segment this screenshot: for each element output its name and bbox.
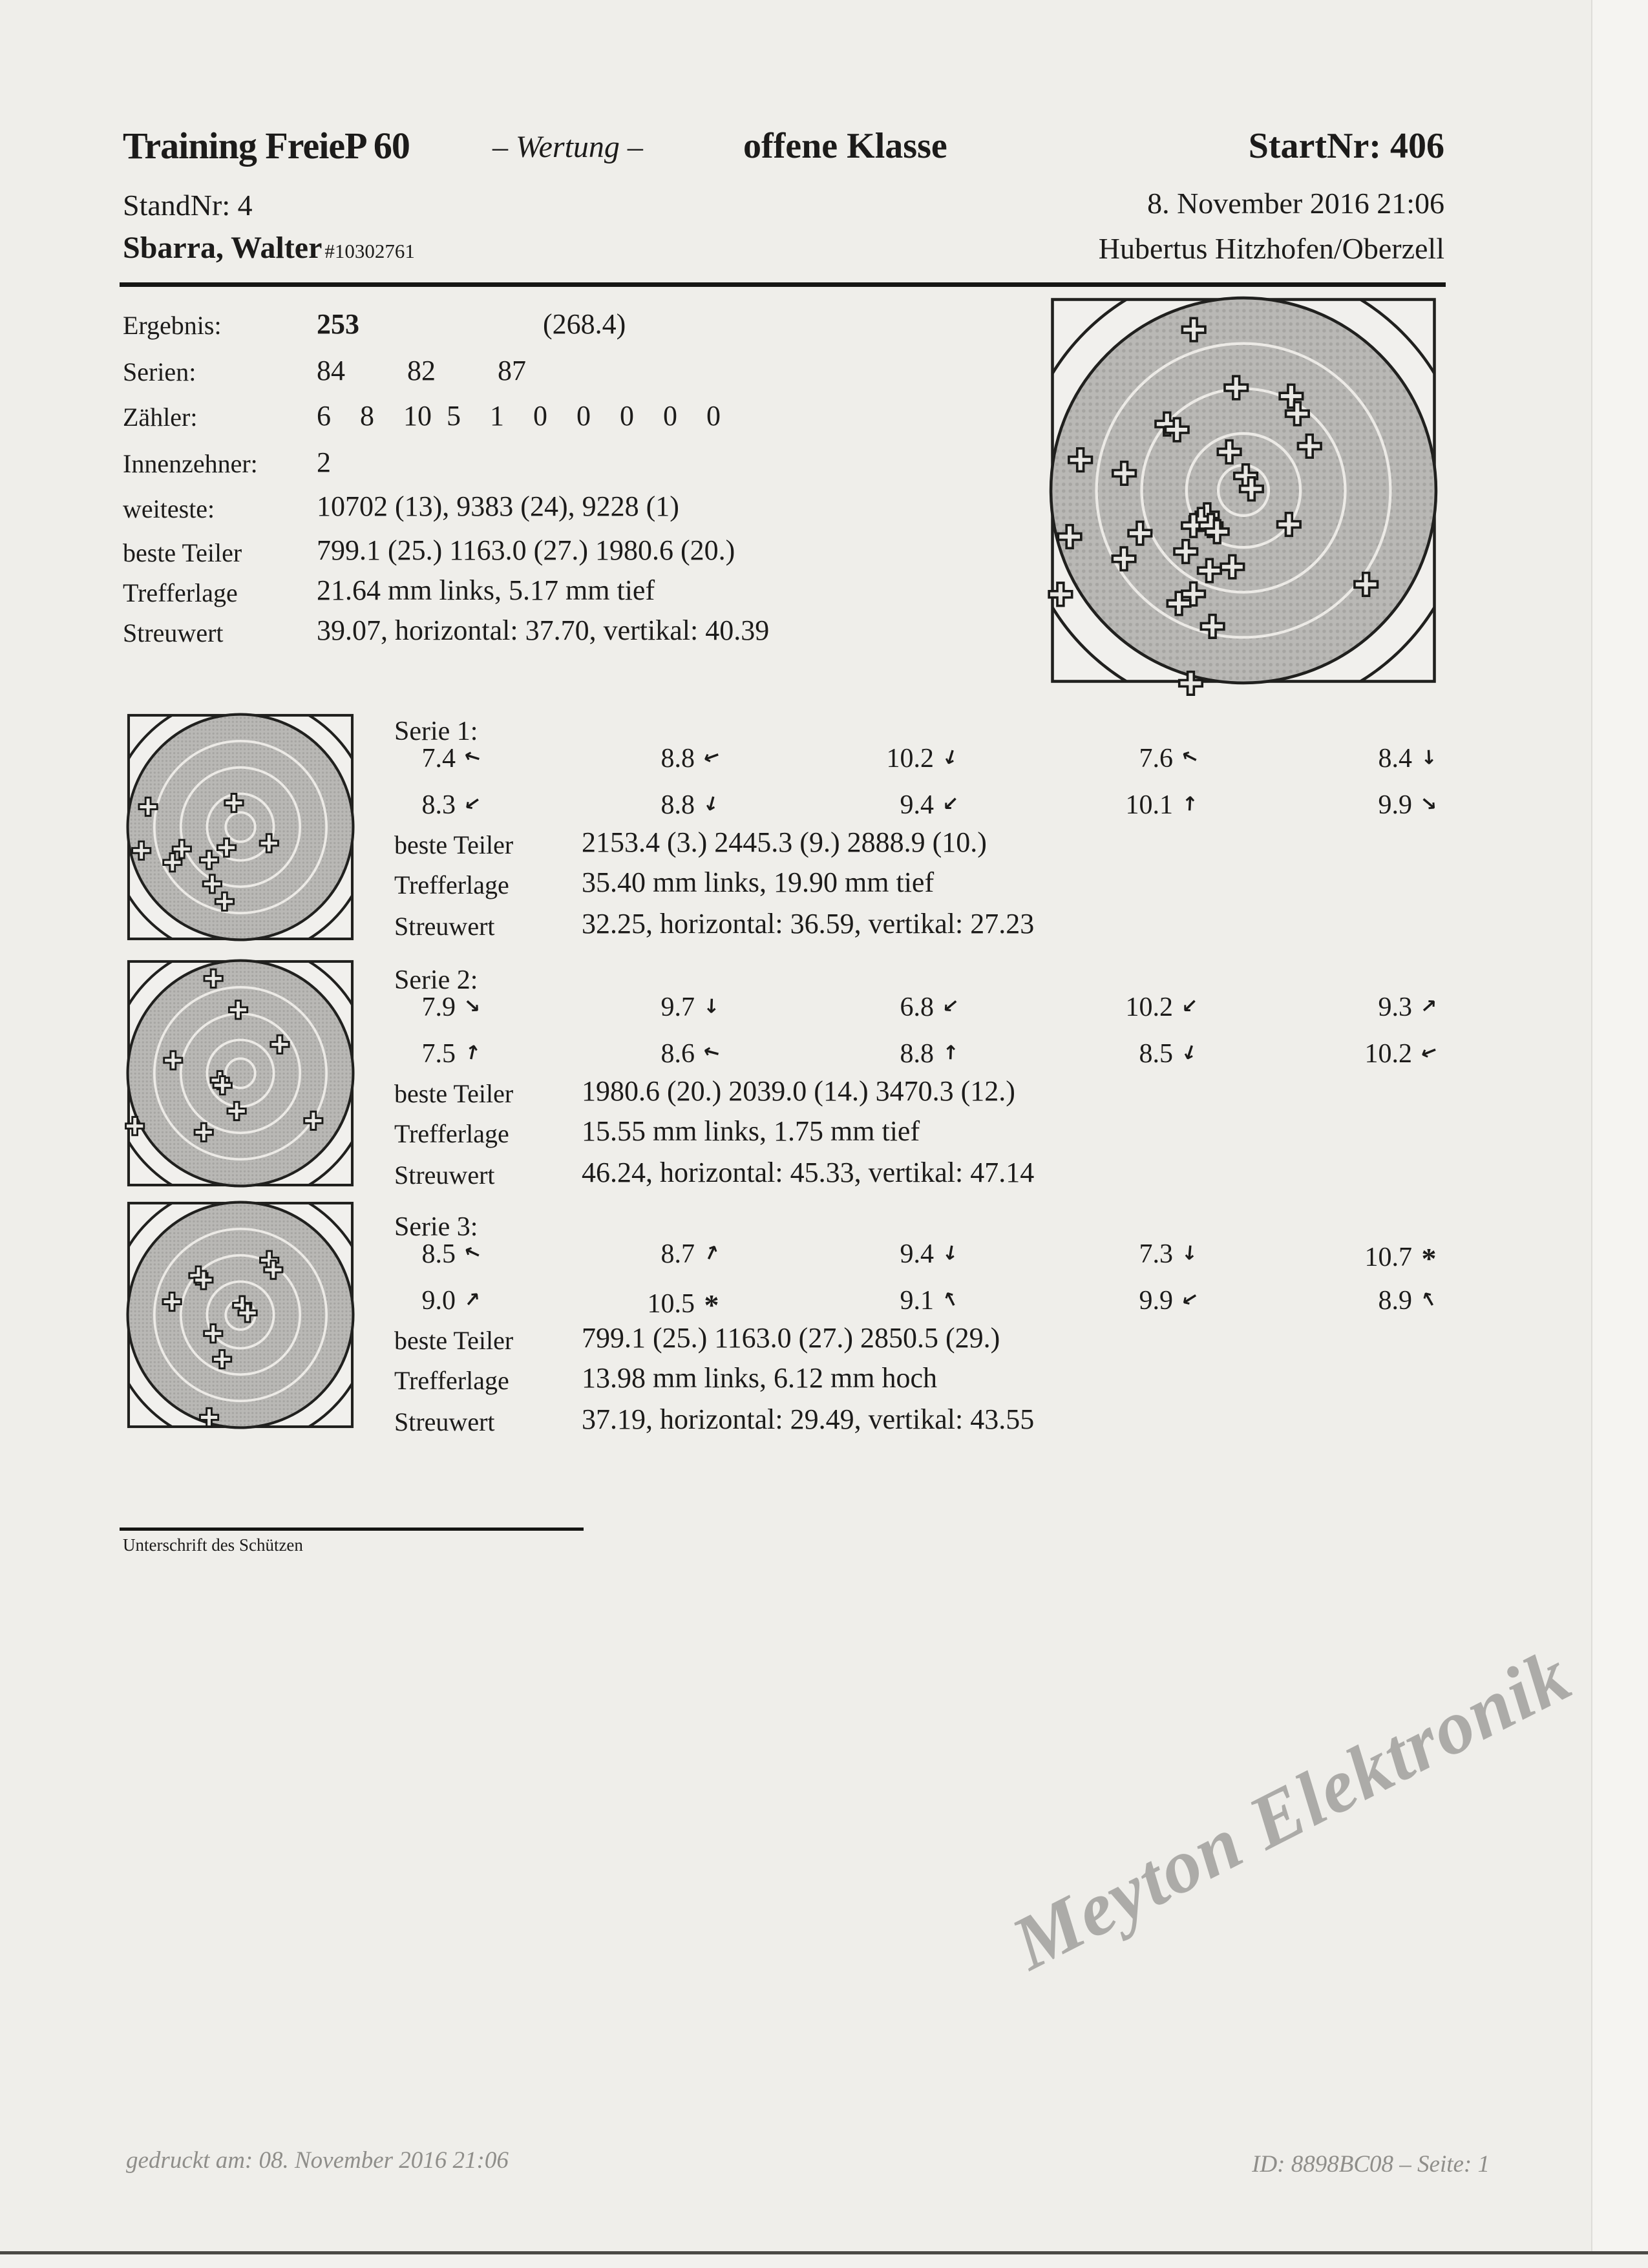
- serie-2-shots: [372, 992, 1448, 1068]
- value-cell: 1: [490, 400, 504, 432]
- shot-direction-arrow-icon: →: [936, 1286, 965, 1312]
- trefferlage-value: 21.64 mm links, 5.17 mm tief: [317, 574, 655, 606]
- shot-cell: [372, 743, 491, 773]
- shot-value: 8.8: [660, 790, 695, 820]
- shot-value: 8.9: [1378, 1286, 1412, 1316]
- beste-teiler-label: beste Teiler: [123, 538, 242, 567]
- shot-cell: [1089, 790, 1209, 819]
- class-label: offene Klasse: [743, 126, 947, 166]
- serie-1-beste-label: beste Teiler: [394, 830, 514, 859]
- shot-direction-arrow-icon: →: [459, 789, 486, 818]
- shot-cell: [1328, 992, 1448, 1022]
- shot-value: 10.2: [1125, 992, 1173, 1022]
- shot-value: 8.8: [900, 1039, 934, 1069]
- shot-cell: [1328, 1038, 1448, 1068]
- shot-cell: [1328, 743, 1448, 773]
- shot-cell: [1089, 743, 1209, 773]
- watermark: Meyton Elektronik: [998, 1632, 1584, 1986]
- shot-cell: [611, 1239, 730, 1268]
- shot-value: 10.7: [1364, 1243, 1412, 1272]
- value-cell: 84: [317, 355, 345, 386]
- value-cell: 6: [317, 400, 331, 432]
- shot-value: 9.4: [900, 790, 934, 820]
- shot-cell: [611, 790, 730, 819]
- start-number: StartNr: 406: [1248, 126, 1444, 166]
- shot-cell: [850, 790, 969, 819]
- shot-cell: [1089, 1285, 1209, 1315]
- innenzehner-label: Innenzehner:: [123, 449, 258, 478]
- shot-value: 6.8: [900, 992, 934, 1022]
- scan-edge-strip: [1591, 0, 1648, 2268]
- shot-value: 7.4: [421, 744, 456, 773]
- shot-direction-arrow-icon: →: [1177, 743, 1203, 771]
- shot-cell: [850, 1239, 969, 1268]
- shot-value: 10.2: [1364, 1039, 1412, 1069]
- shot-value: 9.9: [1378, 790, 1412, 820]
- zaehler-label: Zähler:: [123, 403, 198, 432]
- shot-value: 7.9: [421, 992, 456, 1022]
- shot-value: 8.7: [660, 1239, 695, 1269]
- serie-3-target: [125, 1200, 355, 1430]
- value-cell: 10: [403, 400, 432, 432]
- report-title: Training FreieP 60: [123, 125, 410, 167]
- report-subtitle: – Wertung –: [492, 130, 643, 164]
- shot-value: 9.1: [900, 1286, 934, 1316]
- shot-direction-arrow-icon: →: [461, 744, 484, 770]
- shot-direction-arrow-icon: →: [460, 1239, 485, 1266]
- serie-3-treffer-value: 13.98 mm links, 6.12 mm hoch: [582, 1362, 937, 1394]
- shot-cell: [611, 992, 730, 1022]
- shot-direction-arrow-icon: →: [460, 1042, 485, 1063]
- serie-3-beste-label: beste Teiler: [394, 1326, 514, 1355]
- shot-value: 9.0: [421, 1286, 456, 1316]
- ergebnis-label: Ergebnis:: [123, 311, 222, 340]
- shot-direction-arrow-icon: →: [1415, 1286, 1443, 1312]
- shot-cell: [850, 992, 969, 1022]
- scan-below-edge: [0, 2254, 1648, 2268]
- shot-direction-arrow-icon: →: [1178, 1243, 1202, 1262]
- shot-direction-arrow-icon: →: [1176, 1041, 1203, 1064]
- shot-direction-arrow-icon: →: [458, 1285, 487, 1313]
- shot-cell: [850, 1285, 969, 1315]
- serie-2-treffer-value: 15.55 mm links, 1.75 mm tief: [582, 1115, 920, 1147]
- shot-direction-arrow-icon: →: [1177, 1285, 1203, 1313]
- serie-1-streu-label: Streuwert: [394, 912, 495, 941]
- trefferlage-label: Trefferlage: [123, 578, 238, 607]
- serie-3-treffer-label: Trefferlage: [394, 1366, 509, 1395]
- value-cell: 0: [706, 400, 721, 432]
- serie-2-treffer-label: Trefferlage: [394, 1119, 509, 1148]
- shot-direction-arrow-icon: →: [937, 992, 964, 1020]
- serie-1-treffer-value: 35.40 mm links, 19.90 mm tief: [582, 866, 935, 898]
- shot-direction-arrow-icon: →: [1415, 992, 1443, 1020]
- shooter-line: [123, 230, 415, 266]
- serien-values: [317, 354, 588, 387]
- shot-cell: [611, 743, 730, 773]
- value-cell: 0: [663, 400, 677, 432]
- serie-3-beste-value: 799.1 (25.) 1163.0 (27.) 2850.5 (29.): [582, 1322, 1000, 1354]
- shot-cell: [372, 1285, 491, 1315]
- main-target: [1047, 294, 1440, 687]
- serie-1-streu-value: 32.25, horizontal: 36.59, vertikal: 27.23: [582, 908, 1035, 940]
- shot-value: 9.9: [1139, 1286, 1173, 1316]
- shot-direction-arrow-icon: →: [939, 1044, 962, 1061]
- value-cell: 87: [498, 355, 526, 386]
- shot-value: 10.1: [1125, 790, 1173, 820]
- serie-1-beste-value: 2153.4 (3.) 2445.3 (9.) 2888.9 (10.): [582, 826, 987, 858]
- shot-direction-arrow-icon: →: [700, 743, 723, 771]
- shot-direction-arrow-icon: →: [1415, 790, 1442, 817]
- value-cell: 0: [533, 400, 547, 432]
- signature-line: [120, 1528, 584, 1531]
- weiteste-label: weiteste:: [123, 494, 215, 523]
- shot-cell: [372, 1239, 491, 1268]
- serie-3-streu-value: 37.19, horizontal: 29.49, vertikal: 43.55: [582, 1403, 1035, 1435]
- ergebnis-value: 253: [317, 308, 359, 340]
- shot-direction-arrow-icon: →: [1417, 748, 1441, 766]
- serie-1-treffer-label: Trefferlage: [394, 870, 509, 899]
- shot-cell: [1089, 1239, 1209, 1268]
- stand-number: StandNr: 4: [123, 189, 253, 222]
- shooter-id: #10302761: [324, 240, 415, 262]
- shot-cell: [850, 743, 969, 773]
- signature-label: Unterschrift des Schützen: [123, 1535, 303, 1555]
- shot-value: 10.2: [886, 744, 934, 773]
- shot-direction-arrow-icon: →: [1178, 795, 1202, 812]
- shot-cell: [1089, 1038, 1209, 1068]
- shot-cell: [1328, 790, 1448, 819]
- shooter-name: Sbarra, Walter: [123, 231, 322, 265]
- serie-3-shots: [372, 1239, 1448, 1321]
- beste-teiler-value: 799.1 (25.) 1163.0 (27.) 1980.6 (20.): [317, 534, 735, 566]
- weiteste-value: 10702 (13), 9383 (24), 9228 (1): [317, 490, 679, 522]
- shot-cell: [850, 1038, 969, 1068]
- shot-value: 8.4: [1378, 744, 1412, 773]
- serie-3-label: Serie 3:: [394, 1212, 478, 1242]
- center-shot-asterisk: *: [1421, 1242, 1437, 1275]
- shot-direction-arrow-icon: →: [698, 792, 725, 815]
- header-rule: [120, 282, 1446, 287]
- center-shot-asterisk: *: [704, 1288, 719, 1321]
- shot-cell: [372, 1038, 491, 1068]
- shot-value: 8.5: [421, 1239, 456, 1269]
- printed-at: gedruckt am: 08. November 2016 21:06: [126, 2147, 509, 2174]
- page-id: ID: 8898BC08 – Seite: 1: [1252, 2151, 1490, 2178]
- shot-direction-arrow-icon: →: [458, 992, 487, 1020]
- shot-value: 9.4: [900, 1239, 934, 1269]
- shot-cell: [1089, 992, 1209, 1022]
- shot-value: 9.7: [660, 992, 695, 1022]
- shot-value: 9.3: [1378, 992, 1412, 1022]
- shot-direction-arrow-icon: →: [701, 1039, 723, 1066]
- shot-direction-arrow-icon: →: [937, 746, 964, 768]
- shot-cell: [611, 1038, 730, 1068]
- zaehler-values: [317, 399, 750, 432]
- serie-2-streu-value: 46.24, horizontal: 45.33, vertikal: 47.14: [582, 1157, 1035, 1188]
- serie-2-beste-label: beste Teiler: [394, 1079, 514, 1108]
- date-time: 8. November 2016 21:06: [1147, 187, 1444, 220]
- serie-2-label: Serie 2:: [394, 965, 478, 995]
- club-name: Hubertus Hitzhofen/Oberzell: [1098, 232, 1444, 265]
- value-cell: 0: [620, 400, 634, 432]
- shot-direction-arrow-icon: →: [1176, 992, 1204, 1020]
- serie-3-streu-label: Streuwert: [394, 1407, 495, 1436]
- serie-2-streu-label: Streuwert: [394, 1160, 495, 1190]
- shot-direction-arrow-icon: →: [1417, 1038, 1441, 1066]
- value-cell: 0: [576, 400, 591, 432]
- shot-value: 7.6: [1139, 744, 1173, 773]
- serie-1-target: [125, 712, 355, 942]
- streuwert-label: Streuwert: [123, 618, 224, 647]
- serie-2-target: [125, 958, 355, 1188]
- value-cell: 8: [360, 400, 374, 432]
- shot-cell: [372, 790, 491, 819]
- shot-cell: [1328, 1285, 1448, 1315]
- streuwert-value: 39.07, horizontal: 37.70, vertikal: 40.39: [317, 614, 770, 646]
- serie-1-shots: [372, 743, 1448, 819]
- shot-value: 8.5: [1139, 1039, 1173, 1069]
- shot-cell: [611, 1285, 730, 1321]
- innenzehner-value: 2: [317, 446, 331, 478]
- shot-value: 8.3: [421, 790, 456, 820]
- shot-direction-arrow-icon: →: [938, 1243, 964, 1263]
- shot-direction-arrow-icon: →: [700, 997, 723, 1014]
- value-cell: 82: [407, 355, 436, 386]
- shot-cell: [1328, 1239, 1448, 1275]
- shot-value: 8.6: [660, 1039, 695, 1069]
- shot-direction-arrow-icon: →: [697, 1240, 726, 1265]
- shot-value: 7.3: [1139, 1239, 1173, 1269]
- ergebnis-decimal: (268.4): [543, 308, 626, 340]
- shot-value: 8.8: [660, 744, 695, 773]
- serien-label: Serien:: [123, 357, 196, 386]
- serie-1-label: Serie 1:: [394, 717, 478, 746]
- shot-direction-arrow-icon: →: [936, 790, 965, 817]
- value-cell: 5: [447, 400, 461, 432]
- shot-cell: [372, 992, 491, 1022]
- shot-value: 7.5: [421, 1039, 456, 1069]
- shot-value: 10.5: [647, 1289, 695, 1319]
- serie-2-beste-value: 1980.6 (20.) 2039.0 (14.) 3470.3 (12.): [582, 1075, 1015, 1107]
